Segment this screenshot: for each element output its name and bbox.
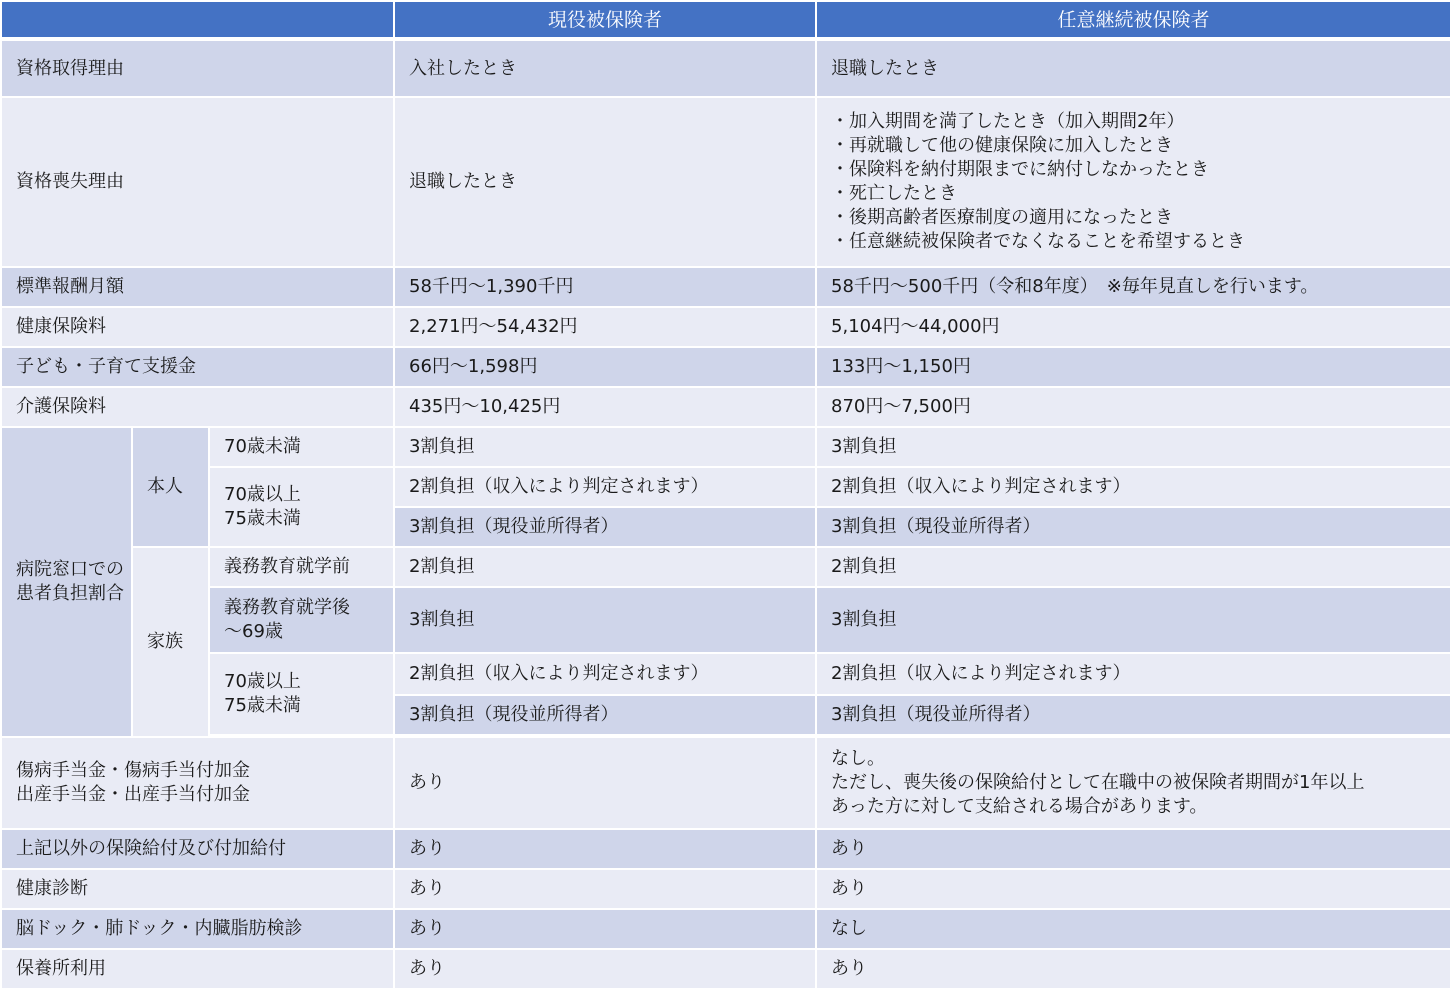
list-item: ・死亡したとき <box>831 183 958 204</box>
cell-voluntary: 58千円～500千円（令和8年度） ※毎年見直しを行います。 <box>816 267 1450 307</box>
table-row <box>1 267 1450 307</box>
row-label: 標準報酬月額 <box>1 267 394 307</box>
cell-voluntary: 3割負担（現役並所得者） <box>816 695 1450 735</box>
cell-active: 435円～10,425円 <box>394 387 816 427</box>
row-label: 資格喪失理由 <box>1 97 394 267</box>
row-label: 保養所利用 <box>1 949 394 989</box>
table-row <box>1 909 1450 949</box>
cell-voluntary: なし。 ただし、喪失後の保険給付として在職中の被保険者期間が1年以上 あった方に対して支給される場合があります。 <box>816 737 1450 829</box>
cell-active: 退職したとき <box>394 97 816 267</box>
table-row <box>1 737 1450 829</box>
cell-voluntary: 870円～7,500円 <box>816 387 1450 427</box>
table-row <box>1 949 1450 989</box>
table-row <box>1 387 1450 427</box>
cell-active: 3割負担 <box>394 427 816 467</box>
list-item: ・加入期間を満了したとき（加入期間2年） <box>831 111 1185 132</box>
cell-active: あり <box>394 829 816 869</box>
table-row <box>1 307 1450 347</box>
table-row <box>1 547 1450 587</box>
cell-active: 3割負担（現役並所得者） <box>394 695 816 735</box>
cell-active: あり <box>394 909 816 949</box>
cell-active: あり <box>394 949 816 989</box>
table-row <box>1 97 1450 267</box>
list-item: ・保険料を納付期限までに納付しなかったとき <box>831 159 1210 180</box>
row-label: 健康保険料 <box>1 307 394 347</box>
cell-voluntary: 5,104円～44,000円 <box>816 307 1450 347</box>
cell-voluntary: 退職したとき <box>816 39 1450 97</box>
list-item: ・任意継続被保険者でなくなることを希望するとき <box>831 231 1246 252</box>
cell-active: 2,271円～54,432円 <box>394 307 816 347</box>
header-row <box>1 1 1450 39</box>
cell-voluntary: 133円～1,150円 <box>816 347 1450 387</box>
header-active-insured: 現役被保険者 <box>394 1 816 39</box>
cell-voluntary: あり <box>816 949 1450 989</box>
row-label: 資格取得理由 <box>1 39 394 97</box>
table-row <box>1 829 1450 869</box>
copay-family-label: 家族 <box>132 547 209 737</box>
cell-voluntary: あり <box>816 869 1450 909</box>
cell-voluntary: 3割負担（現役並所得者） <box>816 507 1450 547</box>
cell-voluntary: 2割負担（収入により判定されます） <box>816 653 1450 695</box>
table-row <box>1 427 1450 467</box>
cell-voluntary: あり <box>816 829 1450 869</box>
copay-group-label: 病院窓口での 患者負担割合 <box>1 427 132 737</box>
cell-active: 入社したとき <box>394 39 816 97</box>
copay-self-label: 本人 <box>132 427 209 547</box>
row-label: 傷病手当金・傷病手当付加金 出産手当金・出産手当付加金 <box>1 737 394 829</box>
cell-voluntary: なし <box>816 909 1450 949</box>
cell-active: 2割負担（収入により判定されます） <box>394 653 816 695</box>
cell-active: あり <box>394 869 816 909</box>
table-row <box>1 869 1450 909</box>
list-item: ・後期高齢者医療制度の適用になったとき <box>831 207 1174 228</box>
cell-active: 2割負担（収入により判定されます） <box>394 467 816 507</box>
cell-voluntary <box>816 97 1450 267</box>
cell-active: あり <box>394 737 816 829</box>
row-label: 70歳未満 <box>209 427 394 467</box>
header-corner <box>1 1 394 39</box>
cell-voluntary: 2割負担 <box>816 547 1450 587</box>
row-label: 70歳以上 75歳未満 <box>209 467 394 547</box>
row-label: 子ども・子育て支援金 <box>1 347 394 387</box>
row-label: 70歳以上 75歳未満 <box>209 653 394 735</box>
row-label: 介護保険料 <box>1 387 394 427</box>
row-label: 健康診断 <box>1 869 394 909</box>
table-row <box>1 653 1450 695</box>
row-label: 義務教育就学前 <box>209 547 394 587</box>
list-item: ・再就職して他の健康保険に加入したとき <box>831 135 1174 156</box>
table-row <box>1 587 1450 653</box>
cell-voluntary: 3割負担 <box>816 587 1450 653</box>
cell-active: 3割負担（現役並所得者） <box>394 507 816 547</box>
row-label: 脳ドック・肺ドック・内臓脂肪検診 <box>1 909 394 949</box>
cell-active: 3割負担 <box>394 587 816 653</box>
row-label: 上記以外の保険給付及び付加給付 <box>1 829 394 869</box>
cell-voluntary: 2割負担（収入により判定されます） <box>816 467 1450 507</box>
header-voluntary-insured: 任意継続被保険者 <box>816 1 1450 39</box>
table-row <box>1 347 1450 387</box>
table-row <box>1 467 1450 507</box>
loss-reason-list <box>831 110 1450 254</box>
cell-voluntary: 3割負担 <box>816 427 1450 467</box>
cell-active: 58千円～1,390千円 <box>394 267 816 307</box>
row-label: 義務教育就学後 ～69歳 <box>209 587 394 653</box>
table-row <box>1 39 1450 97</box>
cell-active: 2割負担 <box>394 547 816 587</box>
cell-active: 66円～1,598円 <box>394 347 816 387</box>
